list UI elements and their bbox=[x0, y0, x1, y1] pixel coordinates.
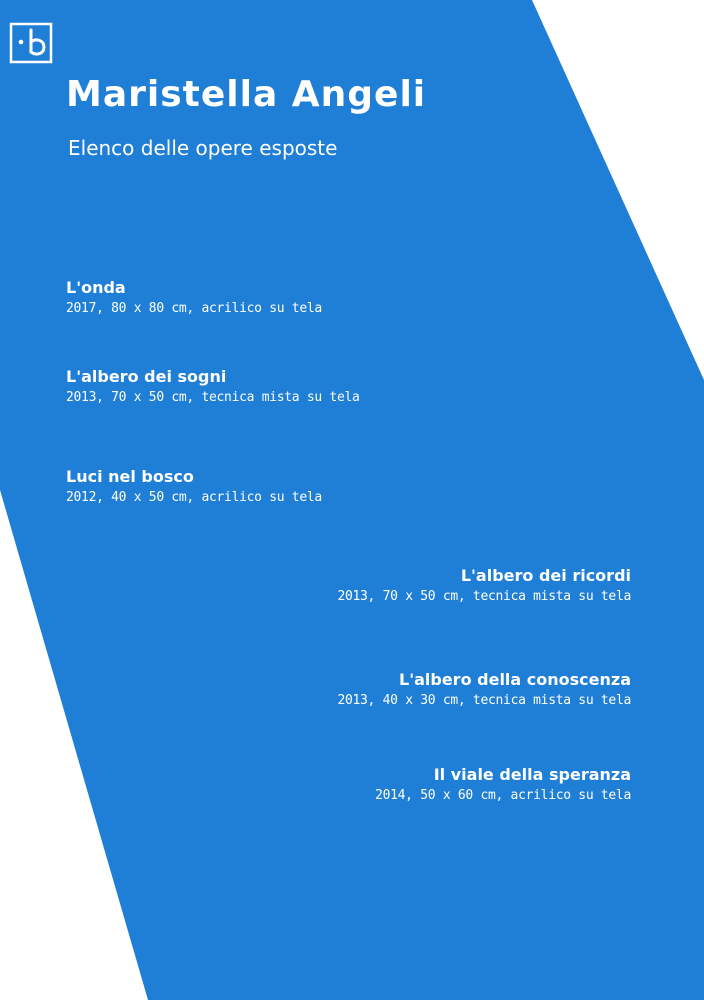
work-title: L'albero dei ricordi bbox=[460, 566, 631, 585]
work-details: 2017, 80 x 80 cm, acrilico su tela bbox=[66, 301, 322, 316]
work-item bbox=[337, 565, 631, 607]
work-item bbox=[66, 277, 322, 319]
b-logo-icon bbox=[9, 22, 53, 64]
page-title: Maristella Angeli bbox=[66, 74, 427, 115]
work-details: 2013, 40 x 30 cm, tecnica mista su tela bbox=[337, 693, 631, 708]
work-details: 2013, 70 x 50 cm, tecnica mista su tela bbox=[337, 589, 631, 604]
work-details: 2013, 70 x 50 cm, tecnica mista su tela bbox=[66, 390, 360, 405]
page-subtitle: Elenco delle opere esposte bbox=[68, 136, 338, 160]
work-item bbox=[66, 366, 360, 408]
work-item bbox=[375, 764, 631, 806]
work-title: L'onda bbox=[66, 278, 126, 297]
work-item bbox=[66, 466, 322, 508]
work-item bbox=[337, 669, 631, 711]
work-title: Luci nel bosco bbox=[66, 467, 194, 486]
work-title: Il viale della speranza bbox=[433, 765, 631, 784]
work-details: 2014, 50 x 60 cm, acrilico su tela bbox=[375, 788, 631, 803]
work-title: L'albero della conoscenza bbox=[399, 670, 631, 689]
work-details: 2012, 40 x 50 cm, acrilico su tela bbox=[66, 490, 322, 505]
work-title: L'albero dei sogni bbox=[66, 367, 227, 386]
